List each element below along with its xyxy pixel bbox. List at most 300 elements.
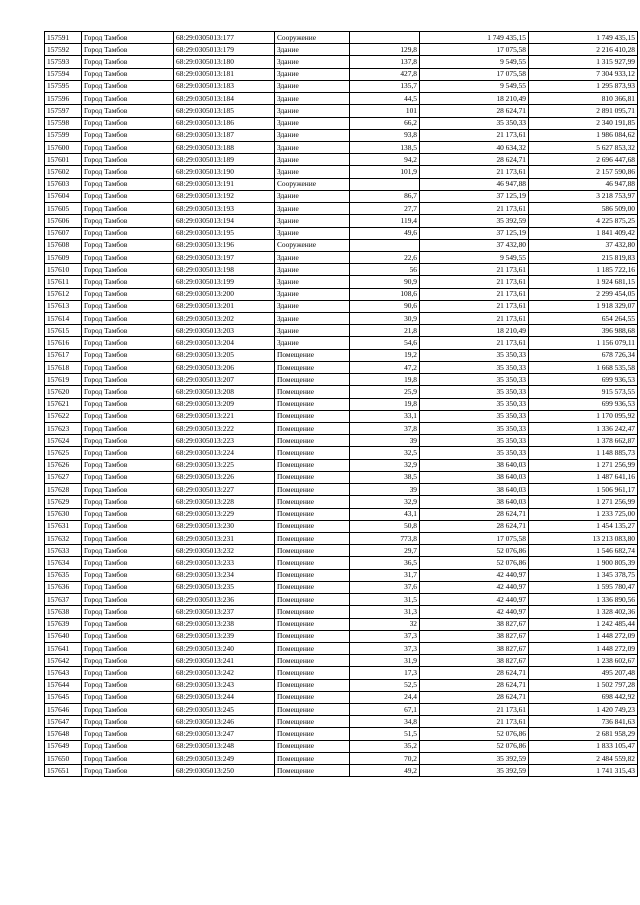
city-cell: Город Тамбов [82,276,174,288]
area-cell: 25,9 [350,386,420,398]
specific-value-cell: 35 392,59 [420,765,529,777]
city-cell: Город Тамбов [82,740,174,752]
area-cell: 108,6 [350,288,420,300]
cadastral-number-cell: 68:29:0305013:194 [174,215,275,227]
cadastral-number-cell: 68:29:0305013:235 [174,581,275,593]
table-row [45,435,638,447]
cadastral-value-cell: 2 299 454,05 [529,288,638,300]
cadastral-value-cell: 1 336 890,56 [529,594,638,606]
area-cell: 54,6 [350,337,420,349]
table-row [45,361,638,373]
cadastral-number-cell: 68:29:0305013:208 [174,386,275,398]
area-cell: 52,5 [350,679,420,691]
city-cell: Город Тамбов [82,447,174,459]
row-id-cell: 157611 [45,276,82,288]
row-id-cell: 157643 [45,667,82,679]
city-cell: Город Тамбов [82,679,174,691]
object-type-cell: Здание [275,276,350,288]
cadastral-number-cell: 68:29:0305013:190 [174,166,275,178]
table-row [45,349,638,361]
specific-value-cell: 17 075,58 [420,44,529,56]
cadastral-number-cell: 68:29:0305013:228 [174,496,275,508]
object-type-cell: Помещение [275,728,350,740]
row-id-cell: 157649 [45,740,82,752]
specific-value-cell: 21 173,61 [420,716,529,728]
object-type-cell: Помещение [275,349,350,361]
table-row [45,80,638,92]
city-cell: Город Тамбов [82,459,174,471]
row-id-cell: 157603 [45,178,82,190]
area-cell: 67,1 [350,704,420,716]
area-cell: 86,7 [350,190,420,202]
city-cell: Город Тамбов [82,716,174,728]
table-row [45,459,638,471]
row-id-cell: 157650 [45,752,82,764]
city-cell: Город Тамбов [82,141,174,153]
object-type-cell: Помещение [275,508,350,520]
area-cell: 94,2 [350,154,420,166]
area-cell: 90,6 [350,300,420,312]
table-row [45,716,638,728]
table-row [45,765,638,777]
area-cell: 49,6 [350,227,420,239]
table-row [45,655,638,667]
object-type-cell: Помещение [275,386,350,398]
area-cell: 19,8 [350,374,420,386]
table-row [45,325,638,337]
cadastral-value-cell: 1 741 315,43 [529,765,638,777]
cadastral-value-cell: 1 833 105,47 [529,740,638,752]
row-id-cell: 157618 [45,361,82,373]
cadastral-number-cell: 68:29:0305013:181 [174,68,275,80]
row-id-cell: 157641 [45,642,82,654]
specific-value-cell: 21 173,61 [420,288,529,300]
cadastral-number-cell: 68:29:0305013:197 [174,251,275,263]
area-cell: 31,7 [350,569,420,581]
area-cell: 37,3 [350,630,420,642]
area-cell: 90,9 [350,276,420,288]
area-cell: 39 [350,484,420,496]
row-id-cell: 157631 [45,520,82,532]
cadastral-number-cell: 68:29:0305013:226 [174,471,275,483]
city-cell: Город Тамбов [82,520,174,532]
cadastral-number-cell: 68:29:0305013:234 [174,569,275,581]
area-cell: 33,1 [350,410,420,422]
table-row [45,520,638,532]
row-id-cell: 157628 [45,484,82,496]
cadastral-value-cell: 1 502 797,28 [529,679,638,691]
specific-value-cell: 21 173,61 [420,276,529,288]
area-cell: 138,5 [350,141,420,153]
city-cell: Город Тамбов [82,765,174,777]
row-id-cell: 157600 [45,141,82,153]
cadastral-number-cell: 68:29:0305013:247 [174,728,275,740]
area-cell: 70,2 [350,752,420,764]
row-id-cell: 157638 [45,606,82,618]
city-cell: Город Тамбов [82,374,174,386]
cadastral-value-cell: 1 148 885,73 [529,447,638,459]
row-id-cell: 157612 [45,288,82,300]
object-type-cell: Сооружение [275,239,350,251]
cadastral-number-cell: 68:29:0305013:199 [174,276,275,288]
cadastral-number-cell: 68:29:0305013:195 [174,227,275,239]
specific-value-cell: 9 549,55 [420,80,529,92]
cadastral-value-cell: 3 218 753,97 [529,190,638,202]
cadastral-value-cell: 1 345 378,75 [529,569,638,581]
object-type-cell: Помещение [275,691,350,703]
cadastral-value-cell: 1 668 535,58 [529,361,638,373]
area-cell: 32,9 [350,496,420,508]
row-id-cell: 157645 [45,691,82,703]
object-type-cell: Помещение [275,765,350,777]
cadastral-number-cell: 68:29:0305013:207 [174,374,275,386]
specific-value-cell: 35 350,33 [420,374,529,386]
area-cell: 93,8 [350,129,420,141]
cadastral-value-cell: 1 233 725,00 [529,508,638,520]
specific-value-cell: 35 350,33 [420,447,529,459]
row-id-cell: 157624 [45,435,82,447]
object-type-cell: Помещение [275,594,350,606]
specific-value-cell: 35 392,59 [420,215,529,227]
area-cell: 22,6 [350,251,420,263]
city-cell: Город Тамбов [82,484,174,496]
area-cell: 19,8 [350,398,420,410]
city-cell: Город Тамбов [82,349,174,361]
row-id-cell: 157623 [45,423,82,435]
row-id-cell: 157635 [45,569,82,581]
object-type-cell: Здание [275,325,350,337]
cadastral-number-cell: 68:29:0305013:250 [174,765,275,777]
cadastral-value-cell: 2 340 191,85 [529,117,638,129]
specific-value-cell: 17 075,58 [420,532,529,544]
city-cell: Город Тамбов [82,545,174,557]
object-type-cell: Здание [275,141,350,153]
row-id-cell: 157634 [45,557,82,569]
row-id-cell: 157648 [45,728,82,740]
area-cell: 29,7 [350,545,420,557]
object-type-cell: Помещение [275,447,350,459]
city-cell: Город Тамбов [82,227,174,239]
city-cell: Город Тамбов [82,594,174,606]
cadastral-number-cell: 68:29:0305013:223 [174,435,275,447]
table-row [45,704,638,716]
cadastral-number-cell: 68:29:0305013:196 [174,239,275,251]
row-id-cell: 157626 [45,459,82,471]
area-cell: 56 [350,264,420,276]
area-cell: 38,5 [350,471,420,483]
cadastral-value-cell: 1 448 272,09 [529,630,638,642]
object-type-cell: Сооружение [275,32,350,44]
specific-value-cell: 35 350,33 [420,361,529,373]
row-id-cell: 157591 [45,32,82,44]
area-cell: 135,7 [350,80,420,92]
row-id-cell: 157646 [45,704,82,716]
row-id-cell: 157629 [45,496,82,508]
row-id-cell: 157598 [45,117,82,129]
object-type-cell: Здание [275,215,350,227]
area-cell: 35,2 [350,740,420,752]
object-type-cell: Помещение [275,398,350,410]
object-type-cell: Здание [275,105,350,117]
specific-value-cell: 42 440,97 [420,581,529,593]
table-row [45,264,638,276]
table-row [45,728,638,740]
cadastral-number-cell: 68:29:0305013:184 [174,93,275,105]
cadastral-value-cell: 736 841,63 [529,716,638,728]
city-cell: Город Тамбов [82,496,174,508]
row-id-cell: 157614 [45,313,82,325]
object-type-cell: Помещение [275,606,350,618]
cadastral-value-cell: 2 891 095,71 [529,105,638,117]
cadastral-value-cell: 37 432,80 [529,239,638,251]
specific-value-cell: 38 827,67 [420,630,529,642]
table-row [45,667,638,679]
cadastral-value-cell: 1 271 256,99 [529,496,638,508]
object-type-cell: Помещение [275,618,350,630]
specific-value-cell: 37 432,80 [420,239,529,251]
cadastral-value-cell: 1 295 873,93 [529,80,638,92]
cadastral-value-cell: 215 819,83 [529,251,638,263]
table-row [45,569,638,581]
specific-value-cell: 38 827,67 [420,642,529,654]
table-row [45,215,638,227]
cadastral-number-cell: 68:29:0305013:193 [174,203,275,215]
object-type-cell: Помещение [275,484,350,496]
area-cell: 51,5 [350,728,420,740]
table-row [45,606,638,618]
cadastral-number-cell: 68:29:0305013:229 [174,508,275,520]
cadastral-value-cell: 699 936,53 [529,398,638,410]
row-id-cell: 157601 [45,154,82,166]
city-cell: Город Тамбов [82,361,174,373]
area-cell: 32 [350,618,420,630]
cadastral-value-cell: 2 484 559,82 [529,752,638,764]
cadastral-number-cell: 68:29:0305013:203 [174,325,275,337]
area-cell: 27,7 [350,203,420,215]
city-cell: Город Тамбов [82,117,174,129]
row-id-cell: 157593 [45,56,82,68]
cadastral-value-cell: 1 242 485,44 [529,618,638,630]
object-type-cell: Здание [275,337,350,349]
row-id-cell: 157608 [45,239,82,251]
row-id-cell: 157595 [45,80,82,92]
row-id-cell: 157620 [45,386,82,398]
table-row [45,642,638,654]
row-id-cell: 157640 [45,630,82,642]
table-row [45,581,638,593]
cadastral-number-cell: 68:29:0305013:222 [174,423,275,435]
row-id-cell: 157594 [45,68,82,80]
cadastral-number-cell: 68:29:0305013:202 [174,313,275,325]
cadastral-number-cell: 68:29:0305013:236 [174,594,275,606]
cadastral-number-cell: 68:29:0305013:232 [174,545,275,557]
area-cell: 39 [350,435,420,447]
area-cell: 47,2 [350,361,420,373]
city-cell: Город Тамбов [82,569,174,581]
object-type-cell: Помещение [275,361,350,373]
cadastral-number-cell: 68:29:0305013:246 [174,716,275,728]
cadastral-number-cell: 68:29:0305013:200 [174,288,275,300]
cadastral-number-cell: 68:29:0305013:237 [174,606,275,618]
object-type-cell: Здание [275,56,350,68]
object-type-cell: Помещение [275,435,350,447]
cadastral-value-cell: 1 918 329,07 [529,300,638,312]
cadastral-value-cell: 396 988,68 [529,325,638,337]
object-type-cell: Здание [275,129,350,141]
city-cell: Город Тамбов [82,386,174,398]
object-type-cell: Здание [275,68,350,80]
row-id-cell: 157639 [45,618,82,630]
row-id-cell: 157602 [45,166,82,178]
object-type-cell: Здание [275,203,350,215]
object-type-cell: Помещение [275,704,350,716]
specific-value-cell: 18 210,49 [420,325,529,337]
cadastral-value-cell: 7 304 933,12 [529,68,638,80]
cadastral-value-cell: 1 156 079,11 [529,337,638,349]
specific-value-cell: 38 640,03 [420,471,529,483]
cadastral-number-cell: 68:29:0305013:179 [174,44,275,56]
area-cell: 49,2 [350,765,420,777]
table-row [45,740,638,752]
table-row [45,484,638,496]
area-cell: 101,9 [350,166,420,178]
cadastral-number-cell: 68:29:0305013:183 [174,80,275,92]
row-id-cell: 157607 [45,227,82,239]
cadastral-number-cell: 68:29:0305013:248 [174,740,275,752]
cadastral-number-cell: 68:29:0305013:244 [174,691,275,703]
row-id-cell: 157610 [45,264,82,276]
city-cell: Город Тамбов [82,190,174,202]
city-cell: Город Тамбов [82,129,174,141]
city-cell: Город Тамбов [82,471,174,483]
row-id-cell: 157616 [45,337,82,349]
row-id-cell: 157596 [45,93,82,105]
specific-value-cell: 35 350,33 [420,386,529,398]
table-row [45,471,638,483]
city-cell: Город Тамбов [82,508,174,520]
specific-value-cell: 21 173,61 [420,203,529,215]
cadastral-value-cell: 2 681 958,29 [529,728,638,740]
cadastral-value-cell: 810 366,81 [529,93,638,105]
city-cell: Город Тамбов [82,728,174,740]
table-row [45,203,638,215]
cadastral-number-cell: 68:29:0305013:206 [174,361,275,373]
city-cell: Город Тамбов [82,410,174,422]
area-cell: 21,8 [350,325,420,337]
cadastral-number-cell: 68:29:0305013:209 [174,398,275,410]
city-cell: Город Тамбов [82,251,174,263]
cadastral-number-cell: 68:29:0305013:204 [174,337,275,349]
object-type-cell: Помещение [275,655,350,667]
cadastral-number-cell: 68:29:0305013:186 [174,117,275,129]
object-type-cell: Здание [275,93,350,105]
table-row [45,398,638,410]
specific-value-cell: 17 075,58 [420,68,529,80]
specific-value-cell: 52 076,86 [420,557,529,569]
area-cell: 66,2 [350,117,420,129]
row-id-cell: 157636 [45,581,82,593]
row-id-cell: 157622 [45,410,82,422]
cadastral-value-cell: 654 264,55 [529,313,638,325]
city-cell: Город Тамбов [82,105,174,117]
city-cell: Город Тамбов [82,337,174,349]
row-id-cell: 157644 [45,679,82,691]
row-id-cell: 157615 [45,325,82,337]
object-type-cell: Здание [275,166,350,178]
row-id-cell: 157642 [45,655,82,667]
city-cell: Город Тамбов [82,532,174,544]
cadastral-value-cell: 1 328 402,36 [529,606,638,618]
area-cell: 34,8 [350,716,420,728]
area-cell: 137,8 [350,56,420,68]
cadastral-value-cell: 699 936,53 [529,374,638,386]
cadastral-number-cell: 68:29:0305013:224 [174,447,275,459]
object-type-cell: Помещение [275,569,350,581]
city-cell: Город Тамбов [82,655,174,667]
table-row [45,679,638,691]
area-cell: 31,5 [350,594,420,606]
object-type-cell: Здание [275,300,350,312]
city-cell: Город Тамбов [82,398,174,410]
table-row [45,386,638,398]
city-cell: Город Тамбов [82,752,174,764]
specific-value-cell: 40 634,32 [420,141,529,153]
specific-value-cell: 35 350,33 [420,398,529,410]
cadastral-number-cell: 68:29:0305013:189 [174,154,275,166]
specific-value-cell: 21 173,61 [420,300,529,312]
cadastral-value-cell: 4 225 875,25 [529,215,638,227]
object-type-cell: Здание [275,44,350,56]
cadastral-number-cell: 68:29:0305013:225 [174,459,275,471]
row-id-cell: 157599 [45,129,82,141]
area-cell: 36,5 [350,557,420,569]
table-row [45,56,638,68]
cadastral-number-cell: 68:29:0305013:231 [174,532,275,544]
city-cell: Город Тамбов [82,691,174,703]
area-cell: 427,8 [350,68,420,80]
area-cell: 119,4 [350,215,420,227]
area-cell: 24,4 [350,691,420,703]
city-cell: Город Тамбов [82,239,174,251]
area-cell: 37,3 [350,642,420,654]
specific-value-cell: 21 173,61 [420,313,529,325]
city-cell: Город Тамбов [82,606,174,618]
object-type-cell: Помещение [275,496,350,508]
specific-value-cell: 35 350,33 [420,117,529,129]
table-row [45,276,638,288]
table-row [45,496,638,508]
specific-value-cell: 21 173,61 [420,129,529,141]
object-type-cell: Здание [275,288,350,300]
object-type-cell: Помещение [275,557,350,569]
specific-value-cell: 35 350,33 [420,423,529,435]
area-cell: 43,1 [350,508,420,520]
object-type-cell: Помещение [275,471,350,483]
table-row [45,227,638,239]
specific-value-cell: 9 549,55 [420,251,529,263]
specific-value-cell: 52 076,86 [420,728,529,740]
specific-value-cell: 38 640,03 [420,484,529,496]
object-type-cell: Здание [275,80,350,92]
table-row [45,32,638,44]
specific-value-cell: 35 350,33 [420,435,529,447]
table-row [45,337,638,349]
cadastral-value-cell: 698 442,92 [529,691,638,703]
cadastral-value-cell: 2 157 590,86 [529,166,638,178]
specific-value-cell: 42 440,97 [420,594,529,606]
specific-value-cell: 42 440,97 [420,606,529,618]
cadastral-number-cell: 68:29:0305013:180 [174,56,275,68]
